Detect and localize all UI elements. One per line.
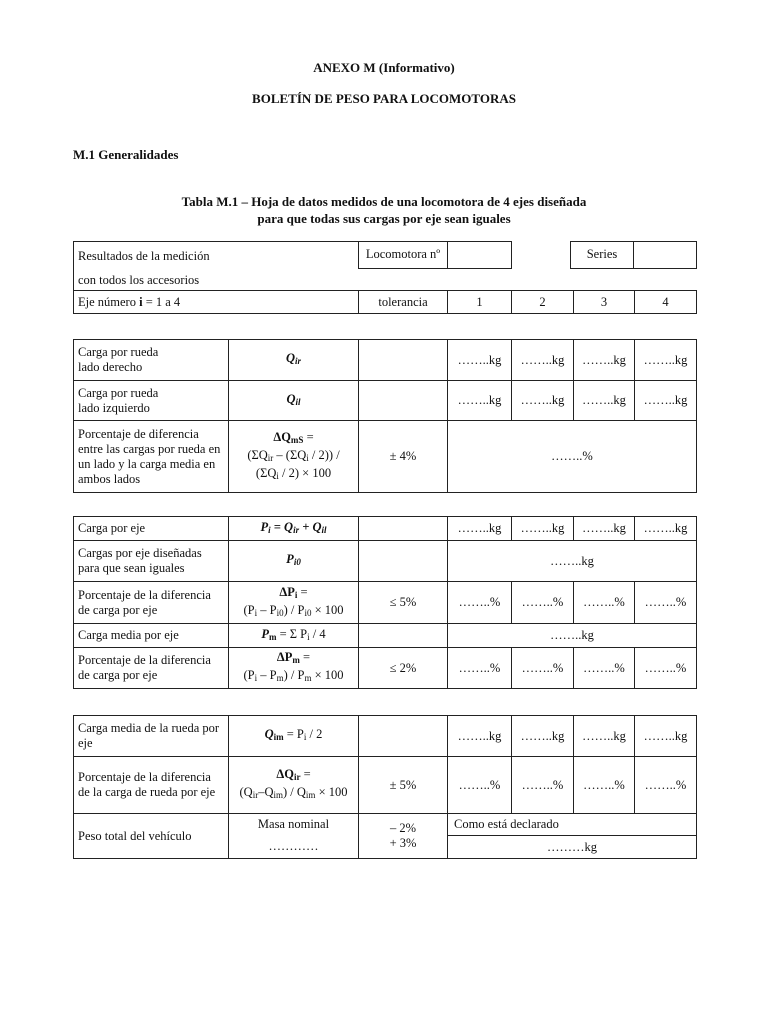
tolerance-cell — [359, 517, 448, 541]
pct-cell[interactable]: ……..% — [512, 648, 574, 689]
tolerance-cell — [359, 381, 448, 421]
kg-cell[interactable]: ……..kg — [635, 340, 697, 381]
locomotive-number-field[interactable] — [448, 242, 512, 269]
axle-load-difference-label: Porcentaje de la diferencia de carga por eje — [74, 582, 229, 624]
results-label-line1: Resultados de la medición — [74, 242, 359, 269]
total-weight-tolerance: – 2% + 3% — [359, 814, 448, 859]
tolerance-cell — [359, 624, 448, 648]
annex-title: ANEXO M (Informativo) — [313, 60, 455, 75]
wheel-load-table — [73, 339, 697, 493]
kg-cell[interactable]: ……..kg — [574, 517, 635, 541]
kg-cell[interactable]: ……..kg — [635, 716, 697, 757]
side-difference-tolerance: ± 4% — [359, 421, 448, 493]
designed-axle-load-label: Cargas por eje diseñadas para que sean iguales — [74, 541, 229, 582]
axle-load-difference-formula: $\Delta P_i$ = $(P_i - P_{i0}) / P_{i0} \times 100$ — [229, 582, 359, 624]
section-heading: M.1 Generalidades — [73, 147, 179, 162]
kg-cell[interactable]: ……..kg — [512, 340, 574, 381]
designed-axle-load-symbol: $P_{i0}$ — [229, 541, 359, 582]
mean-axle-difference-tolerance: ≤ 2% — [359, 648, 448, 689]
axle-load-difference-tolerance: ≤ 5% — [359, 582, 448, 624]
axle-4-header: 4 — [635, 291, 697, 314]
mean-axle-load-value[interactable]: ……..kg — [448, 624, 697, 648]
designed-axle-load-value[interactable]: ……..kg — [448, 541, 697, 582]
pct-cell[interactable]: ……..% — [448, 757, 512, 814]
spacer — [512, 242, 571, 269]
right-wheel-load-label: Carga por rueda lado derecho — [74, 340, 229, 381]
total-weight-label: Peso total del vehículo — [74, 814, 229, 859]
mean-wheel-load-label: Carga media de la rueda por eje — [74, 716, 229, 757]
kg-cell[interactable]: ……..kg — [512, 381, 574, 421]
table-caption-line2: para que todas sus cargas por eje sean iguales — [257, 211, 511, 226]
axle-2-header: 2 — [512, 291, 574, 314]
results-label-line2: con todos los accesorios — [74, 268, 359, 293]
pct-cell[interactable]: ……..% — [635, 582, 697, 624]
declared-value[interactable]: ………kg — [448, 836, 697, 859]
mean-axle-load-formula: $P_m = \Sigma$ $P_i / 4$ — [229, 624, 359, 648]
axle-load-formula: $P_i = Q_{ir} + Q_{il}$ — [229, 517, 359, 541]
side-difference-value[interactable]: ……..% — [448, 421, 697, 493]
pct-cell[interactable]: ……..% — [448, 648, 512, 689]
pct-cell[interactable]: ……..% — [574, 582, 635, 624]
nominal-mass-label: Masa nominal — [229, 814, 359, 836]
axle-load-label: Carga por eje — [74, 517, 229, 541]
kg-cell[interactable]: ……..kg — [448, 381, 512, 421]
axle-3-header: 3 — [574, 291, 635, 314]
kg-cell[interactable]: ……..kg — [448, 716, 512, 757]
axle-number-table — [73, 290, 697, 314]
tolerance-header: tolerancia — [359, 291, 448, 314]
mean-axle-difference-formula: $\Delta P_m$ = $(P_i - P_m) / P_m \times 100$ — [229, 648, 359, 689]
kg-cell[interactable]: ……..kg — [512, 517, 574, 541]
left-wheel-load-symbol: $Q_{il}$ — [229, 381, 359, 421]
pct-cell[interactable]: ……..% — [635, 648, 697, 689]
tolerance-cell — [359, 340, 448, 381]
measurement-header-table — [73, 241, 697, 293]
axle-1-header: 1 — [448, 291, 512, 314]
nominal-mass-value[interactable]: ………… — [229, 836, 359, 859]
kg-cell[interactable]: ……..kg — [448, 517, 512, 541]
tolerance-cell — [359, 541, 448, 582]
pct-cell[interactable]: ……..% — [512, 757, 574, 814]
wheel-per-axle-table — [73, 715, 697, 859]
kg-cell[interactable]: ……..kg — [448, 340, 512, 381]
side-difference-formula: $\Delta Q_{mS}$ = $(\Sigma Q_{ir} - (\Sigma Q_i / 2))$ / $(\Sigma Q_i / 2) \times 100$ — [229, 421, 359, 493]
mean-axle-load-label: Carga media por eje — [74, 624, 229, 648]
wheel-load-difference-formula: $\Delta Q_{ir}$ = $(Q_{ir}-Q_{im}) / Q_{im} \times 100$ — [229, 757, 359, 814]
pct-cell[interactable]: ……..% — [574, 648, 635, 689]
axle-load-table — [73, 516, 697, 689]
kg-cell[interactable]: ……..kg — [512, 716, 574, 757]
series-field[interactable] — [634, 242, 697, 269]
pct-cell[interactable]: ……..% — [574, 757, 635, 814]
side-difference-label: Porcentaje de diferencia entre las cargas por rueda en un lado y la carga media en ambos lados — [74, 421, 229, 493]
tolerance-cell — [359, 716, 448, 757]
kg-cell[interactable]: ……..kg — [574, 340, 635, 381]
kg-cell[interactable]: ……..kg — [635, 517, 697, 541]
mean-axle-difference-label: Porcentaje de la diferencia de carga por eje — [74, 648, 229, 689]
table-caption-line1: Tabla M.1 – Hoja de datos medidos de una locomotora de 4 ejes diseñada — [181, 194, 587, 209]
pct-cell[interactable]: ……..% — [448, 582, 512, 624]
pct-cell[interactable]: ……..% — [635, 757, 697, 814]
series-label: Series — [571, 242, 634, 269]
kg-cell[interactable]: ……..kg — [574, 716, 635, 757]
kg-cell[interactable]: ……..kg — [635, 381, 697, 421]
mean-wheel-load-formula: $Q_{im} = P_i / 2$ — [229, 716, 359, 757]
bulletin-title: BOLETÍN DE PESO PARA LOCOMOTORAS — [252, 91, 516, 106]
kg-cell[interactable]: ……..kg — [574, 381, 635, 421]
pct-cell[interactable]: ……..% — [512, 582, 574, 624]
axle-number-label: Eje número i = 1 a 4 — [74, 291, 359, 314]
declared-label: Como está declarado — [448, 814, 697, 836]
wheel-load-difference-label: Porcentaje de la diferencia de la carga de rueda por eje — [74, 757, 229, 814]
left-wheel-load-label: Carga por rueda lado izquierdo — [74, 381, 229, 421]
locomotive-number-label: Locomotora nº — [359, 242, 448, 269]
wheel-load-difference-tolerance: ± 5% — [359, 757, 448, 814]
right-wheel-load-symbol: $Q_{ir}$ — [229, 340, 359, 381]
